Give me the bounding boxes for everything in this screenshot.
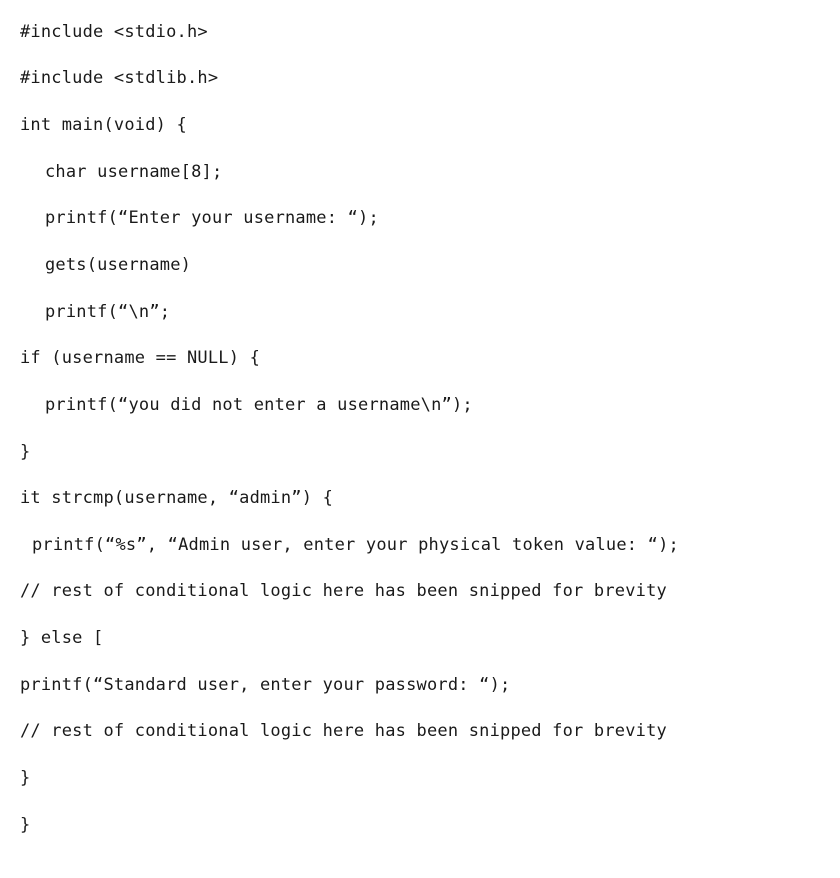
code-line-include-stdio: #include <stdio.h>	[20, 22, 208, 42]
code-line-printf-no-username: printf(“you did not enter a username\n”);	[45, 395, 473, 415]
code-line-gets-username: gets(username)	[45, 255, 192, 275]
code-line-include-stdlib: #include <stdlib.h>	[20, 68, 219, 88]
code-line-close-else: }	[20, 768, 31, 788]
code-line-comment-standard-snipped: // rest of conditional logic here has been snipped for brevity	[20, 721, 667, 741]
code-line-strcmp-admin: it strcmp(username, “admin”) {	[20, 488, 334, 508]
code-line-if-null: if (username == NULL) {	[20, 348, 261, 368]
code-line-main-signature: int main(void) {	[20, 115, 187, 135]
code-line-else: } else [	[20, 628, 104, 648]
code-line-printf-enter-username: printf(“Enter your username: “);	[45, 208, 379, 228]
code-line-close-if: }	[20, 442, 31, 462]
code-line-char-username: char username[8];	[45, 162, 223, 182]
code-line-comment-admin-snipped: // rest of conditional logic here has been snipped for brevity	[20, 581, 667, 601]
code-line-printf-admin-token: printf(“%s”, “Admin user, enter your physical token value: “);	[32, 535, 679, 555]
code-line-printf-standard-password: printf(“Standard user, enter your password: “);	[20, 675, 511, 695]
code-line-printf-newline: printf(“\n”;	[45, 302, 171, 322]
code-line-close-main: }	[20, 815, 31, 835]
